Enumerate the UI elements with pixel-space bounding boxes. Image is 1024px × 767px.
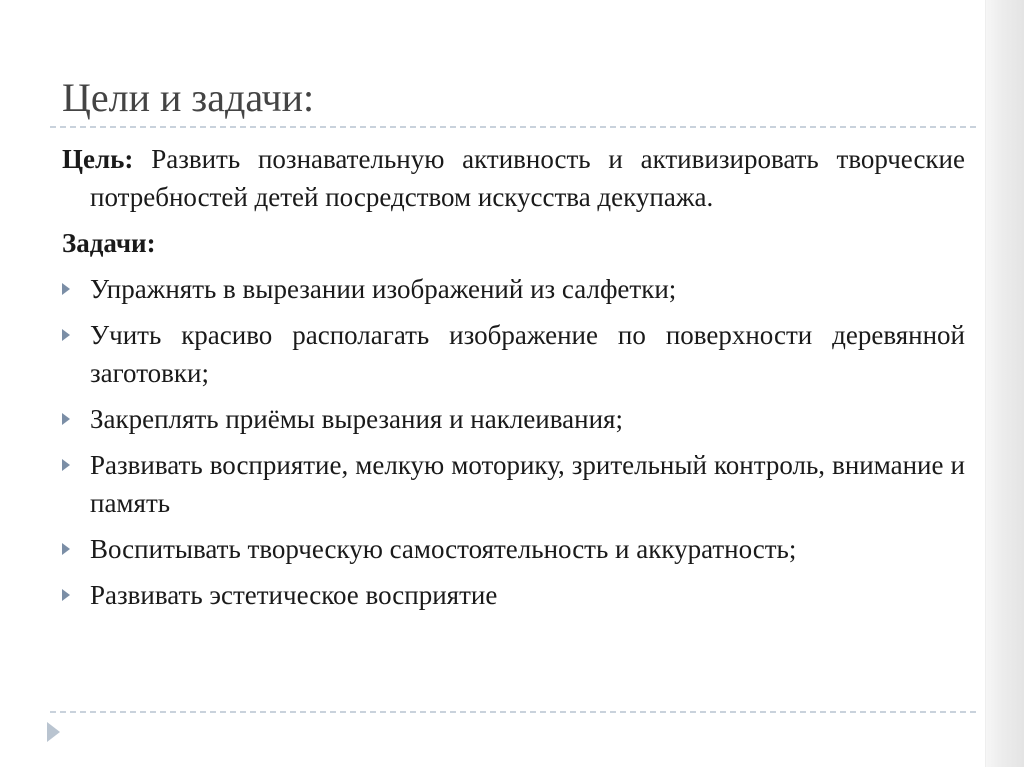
slide-title: Цели и задачи: [62,75,315,120]
task-text: Учить красиво располагать изображение по поверхности деревянной заготовки; [90,320,965,388]
task-item [62,446,965,522]
task-text: Развивать восприятие, мелкую моторику, зрительный контроль, внимание и память [90,450,965,518]
goal-paragraph [62,140,965,216]
task-item [62,530,965,568]
task-text: Развивать эстетическое восприятие [90,580,498,610]
task-item [62,400,965,438]
top-divider [50,126,976,128]
bottom-divider [50,711,976,713]
tasks-label: Задачи: [62,228,156,258]
task-item [62,316,965,392]
goal-label: Цель: [62,144,134,174]
goal-text: Развить познавательную активность и активизировать творческие потребностей детей посредством искусства декупажа. [90,144,965,212]
task-list [62,270,965,614]
triangle-bullet-icon [62,589,70,601]
task-item [62,576,965,614]
triangle-corner-icon [47,722,60,742]
slide-content [62,140,965,614]
triangle-bullet-icon [62,413,70,425]
task-text: Воспитывать творческую самостоятельность и аккуратность; [90,534,797,564]
task-text: Закреплять приёмы вырезания и наклеивания; [90,404,623,434]
triangle-bullet-icon [62,283,70,295]
task-item [62,270,965,308]
task-text: Упражнять в вырезании изображений из салфетки; [90,274,677,304]
right-decorative-stripe [985,0,1024,767]
triangle-bullet-icon [62,543,70,555]
triangle-bullet-icon [62,329,70,341]
triangle-bullet-icon [62,459,70,471]
